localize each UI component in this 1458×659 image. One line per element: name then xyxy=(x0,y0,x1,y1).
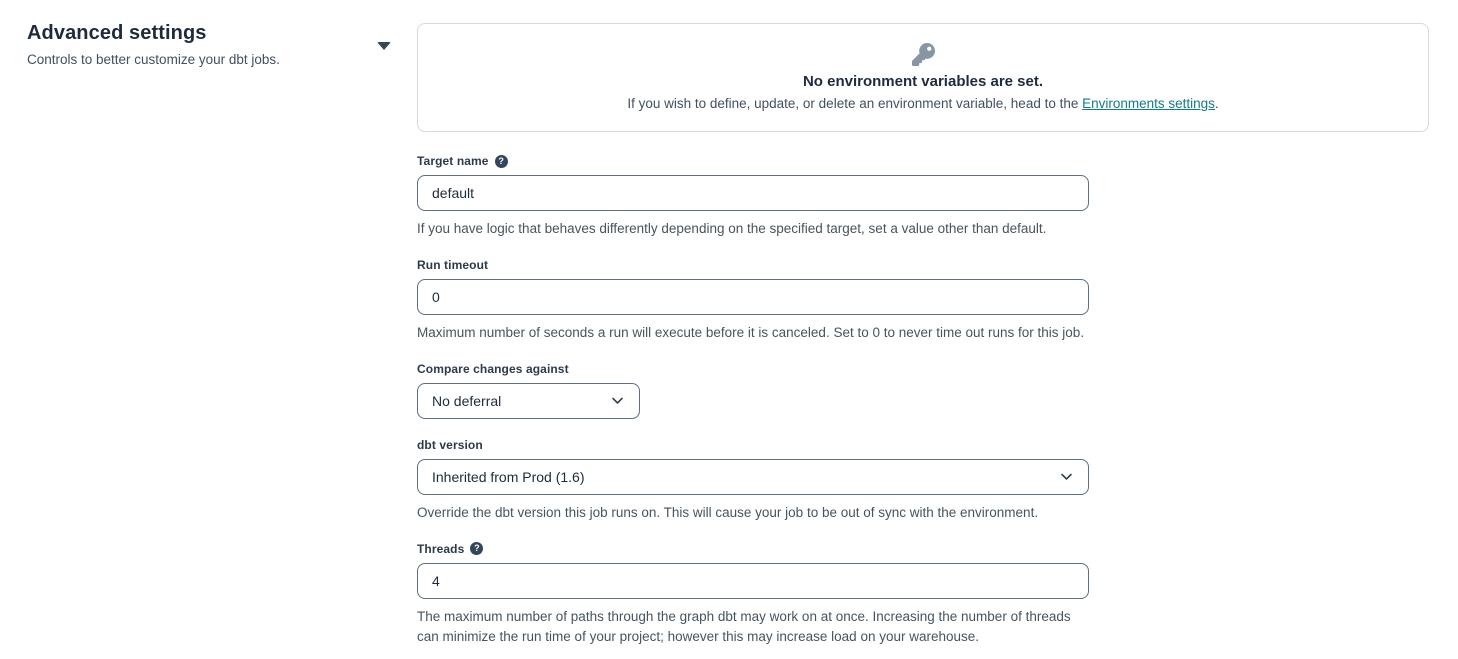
run-timeout-input[interactable] xyxy=(417,279,1089,315)
run-timeout-label-row xyxy=(417,258,1089,272)
threads-help-text: The maximum number of paths through the graph dbt may work on at once. Increasing the number of threads can minimize the run time of your project; however this may increase load on your warehouse. xyxy=(417,608,1071,644)
target-name-help-text: If you have logic that behaves differently depending on the specified target, set a value other than default. xyxy=(417,221,1047,236)
collapse-section-caret-icon[interactable] xyxy=(377,42,391,50)
env-empty-message xyxy=(627,96,1218,111)
page-subtitle: Controls to better customize your dbt jobs. xyxy=(27,52,280,67)
target-name-label-row xyxy=(417,154,1089,168)
field-dbt-version xyxy=(417,438,1089,523)
field-compare-changes xyxy=(417,362,1089,419)
settings-form xyxy=(391,0,1458,647)
env-message-after-link: . xyxy=(1214,96,1219,111)
env-message-before-link: If you wish to define, update, or delete an environment variable, head to the xyxy=(627,96,1083,111)
section-header xyxy=(0,0,391,67)
run-timeout-help-text: Maximum number of seconds a run will execute before it is canceled. Set to 0 to never time out runs for this job. xyxy=(417,324,1085,340)
environments-settings-link[interactable]: Environments settings xyxy=(1082,96,1215,111)
dbt-version-label: dbt version xyxy=(417,437,483,452)
target-name-help-icon[interactable]: ? xyxy=(495,155,508,168)
dbt-version-select[interactable] xyxy=(417,459,1089,495)
field-run-timeout xyxy=(417,258,1089,343)
compare-changes-label-row xyxy=(417,362,1089,376)
page-title: Advanced settings xyxy=(27,22,207,44)
section-header-text xyxy=(27,22,280,67)
threads-help-icon[interactable]: ? xyxy=(470,542,483,555)
dbt-version-help-text: Override the dbt version this job runs on. This will cause your job to be out of sync with the environment. xyxy=(417,504,1039,520)
env-empty-title: No environment variables are set. xyxy=(802,73,1044,90)
field-threads xyxy=(417,542,1089,647)
chevron-down-icon xyxy=(1059,469,1074,484)
field-target-name xyxy=(417,154,1089,239)
dbt-version-selected-value: Inherited from Prod (1.6) xyxy=(432,468,585,485)
threads-label: Threads xyxy=(417,541,465,556)
run-timeout-label: Run timeout xyxy=(417,257,489,272)
threads-label-row xyxy=(417,542,1089,556)
threads-input[interactable] xyxy=(417,563,1089,599)
target-name-input[interactable] xyxy=(417,175,1089,211)
chevron-down-icon xyxy=(610,393,625,408)
compare-changes-selected-value: No deferral xyxy=(432,392,502,409)
target-name-label: Target name xyxy=(417,154,489,168)
key-icon xyxy=(912,43,935,66)
compare-changes-select[interactable] xyxy=(417,383,640,419)
dbt-version-label-row xyxy=(417,438,1089,452)
env-variables-empty-card xyxy=(417,23,1429,132)
compare-changes-label: Compare changes against xyxy=(417,361,569,376)
